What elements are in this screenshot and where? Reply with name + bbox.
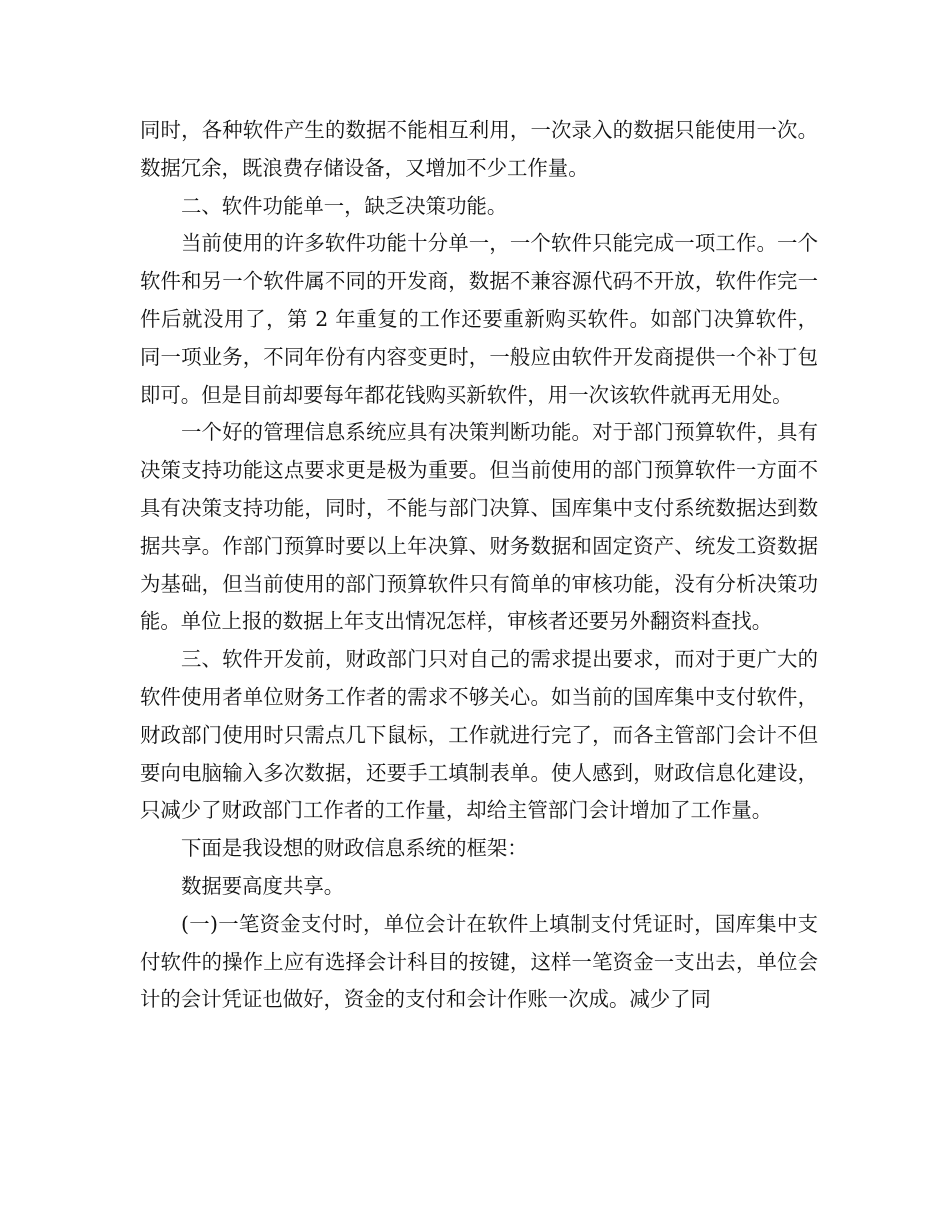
paragraph-data-sharing: 数据要高度共享。 [181, 873, 345, 898]
paragraph-decision-support: 一个好的管理信息系统应具有决策判断功能。对于部门预算软件，具有决策支持功能这点要求更是极为重要。但当前使用的部门预算软件一方面不具有决策支持功能，同时，不能与部门决算、国库集中支付系统数据达到数据共享。作部门预算时要以上年决算、财务数据和固定资产、统发工资数据为基础，但当前使用的部门预算软件只有简单的审核功能，没有分析决策功能。单位上报的数据上年支出情况怎样，审核者还要另外翻资料查找。 [140, 420, 818, 634]
heading-user-needs: 三、软件开发前，财政部门只对自己的需求提出要求，而对于更广大的软件使用者单位财务工作者的需求不够关心。如当前的国库集中支付软件，财政部门使用时只需点几下鼠标，工作就进行完了，而各主管部门会计不但要向电脑输入多次数据，还要手工填制表单。使人感到，财政信息化建设，只减少了财政部门工作者的工作量，却给主管部门会计增加了工作量。 [140, 647, 818, 823]
paragraph-framework-intro: 下面是我设想的财政信息系统的框架： [181, 836, 528, 861]
document-body [140, 112, 818, 1019]
paragraph-data-redundancy: 同时，各种软件产生的数据不能相互利用，一次录入的数据只能使用一次。数据冗余，既浪费存储设备，又增加不少工作量。 [140, 118, 818, 180]
paragraph-payment-item-1: (一)一笔资金支付时，单位会计在软件上填制支付凭证时，国库集中支付软件的操作上应有选择会计科目的按键，这样一笔资金一支出去，单位会计的会计凭证也做好，资金的支付和会计作账一次成。减少了同 [140, 911, 818, 1012]
paragraph-single-function-detail: 当前使用的许多软件功能十分单一，一个软件只能完成一项工作。一个软件和另一个软件属不同的开发商，数据不兼容源代码不开放，软件作完一件后就没用了，第 2 年重复的工作还要重新购买软件。如部门决算软件，同一项业务，不同年份有内容变更时，一般应由软件开发商提供一个补丁包即可。但是目前却要每年都花钱购买新软件，用一次该软件就再无用处。 [140, 231, 818, 407]
heading-software-single-function: 二、软件功能单一，缺乏决策功能。 [181, 193, 508, 218]
